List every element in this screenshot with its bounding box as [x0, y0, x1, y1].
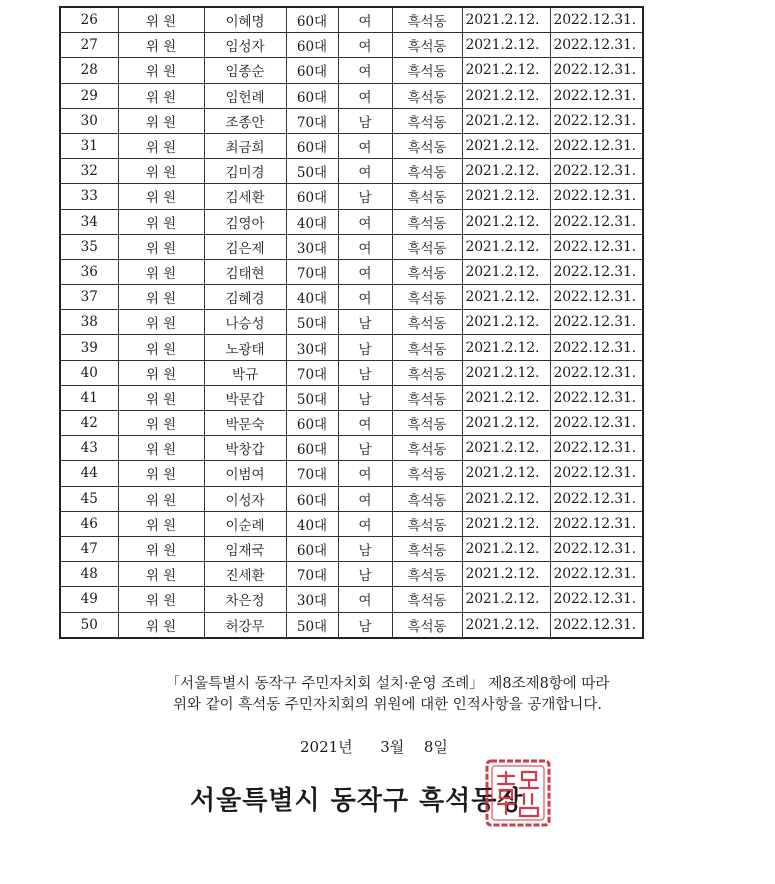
cell-no: 26	[60, 7, 118, 33]
table-row	[60, 7, 643, 33]
cell-end: 2022.12.31.	[550, 83, 643, 108]
cell-age: 40대	[286, 511, 338, 536]
cell-name: 최금희	[204, 133, 286, 158]
cell-gender: 여	[338, 587, 392, 612]
cell-name: 박규	[204, 360, 286, 385]
cell-age: 30대	[286, 587, 338, 612]
cell-end: 2022.12.31.	[550, 411, 643, 436]
table-row	[60, 83, 643, 108]
cell-start: 2021.2.12.	[462, 83, 550, 108]
cell-gender: 남	[338, 385, 392, 410]
cell-no: 41	[60, 385, 118, 410]
cell-start: 2021.2.12.	[462, 234, 550, 259]
table-row	[60, 587, 643, 612]
cell-dong: 흑석동	[392, 536, 462, 561]
cell-end: 2022.12.31.	[550, 436, 643, 461]
cell-age: 70대	[286, 461, 338, 486]
cell-no: 27	[60, 33, 118, 58]
issue-date	[300, 736, 448, 757]
cell-dong: 흑석동	[392, 209, 462, 234]
cell-role: 위 원	[118, 83, 204, 108]
cell-gender: 남	[338, 108, 392, 133]
cell-end: 2022.12.31.	[550, 159, 643, 184]
cell-end: 2022.12.31.	[550, 335, 643, 360]
cell-name: 김영아	[204, 209, 286, 234]
cell-no: 33	[60, 184, 118, 209]
issuer-name: 서울특별시 동작구 흑석동장	[190, 786, 524, 816]
cell-name: 박문갑	[204, 385, 286, 410]
cell-role: 위 원	[118, 184, 204, 209]
cell-gender: 여	[338, 133, 392, 158]
notice-line-2: 위와 같이 흑석동 주민자치회의 위원에 대한 인적사항을 공개합니다.	[172, 697, 603, 713]
cell-end: 2022.12.31.	[550, 184, 643, 209]
cell-role: 위 원	[118, 108, 204, 133]
cell-age: 30대	[286, 335, 338, 360]
cell-dong: 흑석동	[392, 83, 462, 108]
cell-end: 2022.12.31.	[550, 58, 643, 83]
cell-no: 30	[60, 108, 118, 133]
cell-dong: 흑석동	[392, 486, 462, 511]
cell-start: 2021.2.12.	[462, 133, 550, 158]
cell-gender: 여	[338, 486, 392, 511]
cell-gender: 남	[338, 536, 392, 561]
cell-age: 60대	[286, 536, 338, 561]
cell-dong: 흑석동	[392, 511, 462, 536]
cell-name: 임성자	[204, 33, 286, 58]
cell-role: 위 원	[118, 385, 204, 410]
cell-role: 위 원	[118, 335, 204, 360]
cell-no: 40	[60, 360, 118, 385]
cell-dong: 흑석동	[392, 33, 462, 58]
cell-name: 이순례	[204, 511, 286, 536]
cell-gender: 여	[338, 83, 392, 108]
cell-no: 43	[60, 436, 118, 461]
cell-dong: 흑석동	[392, 587, 462, 612]
table-row	[60, 108, 643, 133]
cell-end: 2022.12.31.	[550, 33, 643, 58]
table-row	[60, 259, 643, 284]
table-row	[60, 486, 643, 511]
cell-no: 36	[60, 259, 118, 284]
cell-dong: 흑석동	[392, 612, 462, 638]
cell-no: 50	[60, 612, 118, 638]
cell-age: 60대	[286, 184, 338, 209]
cell-start: 2021.2.12.	[462, 58, 550, 83]
cell-no: 34	[60, 209, 118, 234]
cell-age: 70대	[286, 360, 338, 385]
cell-age: 60대	[286, 83, 338, 108]
cell-role: 위 원	[118, 259, 204, 284]
cell-dong: 흑석동	[392, 133, 462, 158]
cell-dong: 흑석동	[392, 184, 462, 209]
cell-role: 위 원	[118, 7, 204, 33]
cell-name: 임헌례	[204, 83, 286, 108]
cell-no: 45	[60, 486, 118, 511]
cell-gender: 남	[338, 562, 392, 587]
cell-end: 2022.12.31.	[550, 259, 643, 284]
table-row	[60, 536, 643, 561]
cell-dong: 흑석동	[392, 436, 462, 461]
cell-role: 위 원	[118, 159, 204, 184]
cell-age: 50대	[286, 612, 338, 638]
cell-start: 2021.2.12.	[462, 159, 550, 184]
cell-start: 2021.2.12.	[462, 209, 550, 234]
table-row	[60, 310, 643, 335]
cell-gender: 여	[338, 234, 392, 259]
cell-no: 28	[60, 58, 118, 83]
cell-gender: 남	[338, 335, 392, 360]
cell-role: 위 원	[118, 33, 204, 58]
table-row	[60, 133, 643, 158]
cell-age: 60대	[286, 33, 338, 58]
table-row	[60, 159, 643, 184]
cell-age: 70대	[286, 562, 338, 587]
cell-end: 2022.12.31.	[550, 310, 643, 335]
cell-role: 위 원	[118, 511, 204, 536]
cell-name: 김세환	[204, 184, 286, 209]
cell-start: 2021.2.12.	[462, 184, 550, 209]
cell-no: 49	[60, 587, 118, 612]
cell-name: 진세환	[204, 562, 286, 587]
cell-age: 60대	[286, 133, 338, 158]
cell-start: 2021.2.12.	[462, 587, 550, 612]
cell-name: 김혜경	[204, 285, 286, 310]
cell-end: 2022.12.31.	[550, 461, 643, 486]
table-row	[60, 335, 643, 360]
cell-no: 42	[60, 411, 118, 436]
cell-role: 위 원	[118, 234, 204, 259]
issue-date-year: 2021년	[300, 738, 353, 756]
cell-start: 2021.2.12.	[462, 562, 550, 587]
cell-dong: 흑석동	[392, 385, 462, 410]
cell-gender: 여	[338, 259, 392, 284]
cell-name: 이범여	[204, 461, 286, 486]
cell-gender: 여	[338, 58, 392, 83]
cell-start: 2021.2.12.	[462, 285, 550, 310]
cell-no: 35	[60, 234, 118, 259]
cell-end: 2022.12.31.	[550, 385, 643, 410]
cell-age: 70대	[286, 108, 338, 133]
cell-age: 60대	[286, 411, 338, 436]
cell-dong: 흑석동	[392, 562, 462, 587]
cell-role: 위 원	[118, 612, 204, 638]
cell-dong: 흑석동	[392, 411, 462, 436]
cell-role: 위 원	[118, 486, 204, 511]
cell-end: 2022.12.31.	[550, 234, 643, 259]
table-row	[60, 411, 643, 436]
cell-role: 위 원	[118, 587, 204, 612]
member-table	[59, 6, 644, 639]
cell-role: 위 원	[118, 536, 204, 561]
cell-dong: 흑석동	[392, 310, 462, 335]
cell-no: 48	[60, 562, 118, 587]
cell-end: 2022.12.31.	[550, 133, 643, 158]
cell-dong: 흑석동	[392, 335, 462, 360]
table-row	[60, 436, 643, 461]
table-row	[60, 360, 643, 385]
table-row	[60, 562, 643, 587]
cell-dong: 흑석동	[392, 159, 462, 184]
table-row	[60, 209, 643, 234]
cell-gender: 남	[338, 310, 392, 335]
cell-role: 위 원	[118, 285, 204, 310]
cell-end: 2022.12.31.	[550, 562, 643, 587]
cell-age: 60대	[286, 436, 338, 461]
member-table-body	[60, 7, 643, 638]
cell-name: 나승성	[204, 310, 286, 335]
cell-role: 위 원	[118, 209, 204, 234]
cell-start: 2021.2.12.	[462, 360, 550, 385]
cell-end: 2022.12.31.	[550, 285, 643, 310]
cell-no: 44	[60, 461, 118, 486]
cell-gender: 여	[338, 33, 392, 58]
cell-role: 위 원	[118, 360, 204, 385]
cell-no: 32	[60, 159, 118, 184]
cell-age: 50대	[286, 385, 338, 410]
cell-no: 47	[60, 536, 118, 561]
table-row	[60, 184, 643, 209]
table-row	[60, 385, 643, 410]
cell-name: 김태현	[204, 259, 286, 284]
cell-dong: 흑석동	[392, 234, 462, 259]
cell-name: 임재국	[204, 536, 286, 561]
notice-line-1: 「서울특별시 동작구 주민자치회 설치·운영 조례」 제8조제8항에 따라	[165, 676, 610, 692]
cell-gender: 남	[338, 360, 392, 385]
issue-date-month: 3월	[380, 738, 405, 756]
cell-end: 2022.12.31.	[550, 486, 643, 511]
cell-start: 2021.2.12.	[462, 461, 550, 486]
cell-role: 위 원	[118, 562, 204, 587]
cell-name: 박창갑	[204, 436, 286, 461]
cell-role: 위 원	[118, 58, 204, 83]
cell-dong: 흑석동	[392, 360, 462, 385]
cell-age: 60대	[286, 486, 338, 511]
cell-name: 허강무	[204, 612, 286, 638]
cell-dong: 흑석동	[392, 285, 462, 310]
cell-end: 2022.12.31.	[550, 108, 643, 133]
table-row	[60, 511, 643, 536]
cell-start: 2021.2.12.	[462, 33, 550, 58]
cell-role: 위 원	[118, 411, 204, 436]
cell-role: 위 원	[118, 436, 204, 461]
cell-dong: 흑석동	[392, 259, 462, 284]
cell-name: 노광태	[204, 335, 286, 360]
table-row	[60, 285, 643, 310]
cell-name: 김미경	[204, 159, 286, 184]
cell-name: 이혜명	[204, 7, 286, 33]
cell-gender: 여	[338, 159, 392, 184]
cell-name: 이성자	[204, 486, 286, 511]
cell-no: 31	[60, 133, 118, 158]
cell-age: 70대	[286, 259, 338, 284]
cell-no: 46	[60, 511, 118, 536]
cell-age: 60대	[286, 7, 338, 33]
cell-end: 2022.12.31.	[550, 587, 643, 612]
cell-gender: 여	[338, 209, 392, 234]
cell-gender: 여	[338, 511, 392, 536]
cell-gender: 남	[338, 184, 392, 209]
table-row	[60, 612, 643, 638]
cell-gender: 남	[338, 612, 392, 638]
table-row	[60, 461, 643, 486]
cell-start: 2021.2.12.	[462, 385, 550, 410]
cell-name: 김은제	[204, 234, 286, 259]
cell-role: 위 원	[118, 310, 204, 335]
cell-name: 박문숙	[204, 411, 286, 436]
cell-dong: 흑석동	[392, 58, 462, 83]
cell-no: 39	[60, 335, 118, 360]
cell-start: 2021.2.12.	[462, 486, 550, 511]
cell-gender: 여	[338, 285, 392, 310]
cell-gender: 여	[338, 461, 392, 486]
cell-end: 2022.12.31.	[550, 612, 643, 638]
cell-age: 30대	[286, 234, 338, 259]
cell-start: 2021.2.12.	[462, 7, 550, 33]
cell-gender: 여	[338, 7, 392, 33]
cell-start: 2021.2.12.	[462, 259, 550, 284]
cell-dong: 흑석동	[392, 108, 462, 133]
cell-start: 2021.2.12.	[462, 335, 550, 360]
cell-age: 40대	[286, 209, 338, 234]
cell-end: 2022.12.31.	[550, 360, 643, 385]
cell-start: 2021.2.12.	[462, 436, 550, 461]
cell-name: 조종안	[204, 108, 286, 133]
cell-role: 위 원	[118, 461, 204, 486]
cell-age: 50대	[286, 310, 338, 335]
cell-no: 29	[60, 83, 118, 108]
cell-start: 2021.2.12.	[462, 310, 550, 335]
cell-age: 50대	[286, 159, 338, 184]
cell-role: 위 원	[118, 133, 204, 158]
cell-gender: 여	[338, 411, 392, 436]
cell-gender: 남	[338, 436, 392, 461]
table-row	[60, 234, 643, 259]
cell-start: 2021.2.12.	[462, 612, 550, 638]
cell-no: 38	[60, 310, 118, 335]
cell-name: 임종순	[204, 58, 286, 83]
issue-date-day: 8일	[423, 738, 448, 756]
table-row	[60, 58, 643, 83]
cell-start: 2021.2.12.	[462, 411, 550, 436]
cell-start: 2021.2.12.	[462, 511, 550, 536]
official-seal-icon	[484, 758, 552, 828]
cell-dong: 흑석동	[392, 7, 462, 33]
cell-name: 차은정	[204, 587, 286, 612]
cell-end: 2022.12.31.	[550, 209, 643, 234]
table-row	[60, 33, 643, 58]
cell-start: 2021.2.12.	[462, 108, 550, 133]
cell-end: 2022.12.31.	[550, 511, 643, 536]
cell-end: 2022.12.31.	[550, 7, 643, 33]
cell-age: 60대	[286, 58, 338, 83]
cell-no: 37	[60, 285, 118, 310]
cell-dong: 흑석동	[392, 461, 462, 486]
cell-end: 2022.12.31.	[550, 536, 643, 561]
cell-start: 2021.2.12.	[462, 536, 550, 561]
cell-age: 40대	[286, 285, 338, 310]
